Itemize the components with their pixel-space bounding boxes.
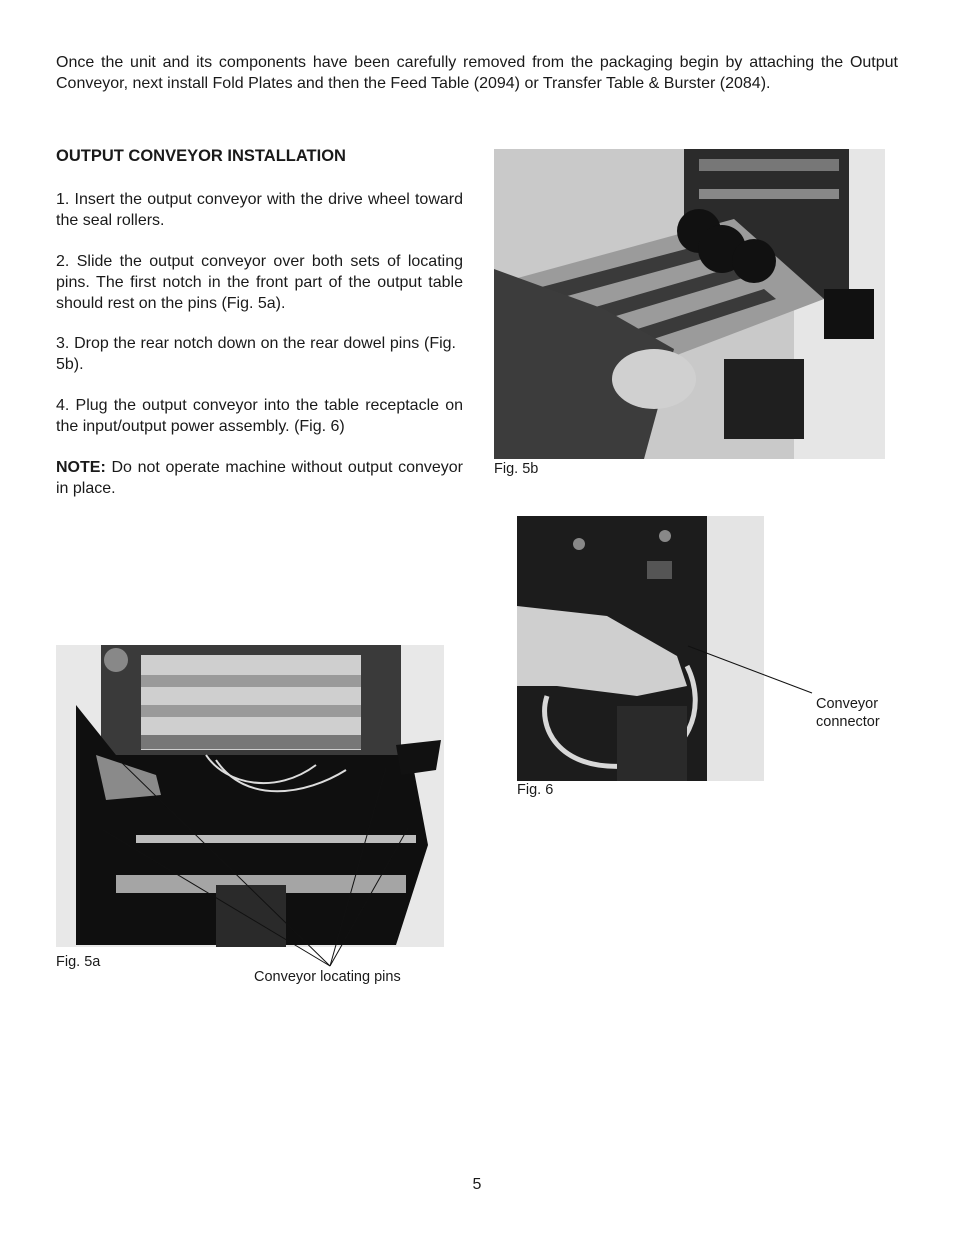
note-label: NOTE:: [56, 459, 106, 476]
step-3: 3. Drop the rear notch down on the rear dowel pins (Fig. 5b).: [56, 335, 456, 373]
note-text: Do not operate machine without output conveyor in place.: [56, 459, 463, 497]
fig-6-callout: [816, 695, 880, 731]
page-number: 5: [472, 1176, 482, 1193]
step-4: 4. Plug the output conveyor into the table receptacle on the input/output power assembly. (Fig. 6): [56, 397, 463, 435]
fig-5a-callout: Conveyor locating pins: [254, 969, 401, 985]
fig-6-caption: Fig. 6: [517, 782, 554, 798]
section-heading: OUTPUT CONVEYOR INSTALLATION: [56, 147, 346, 165]
step-1: 1. Insert the output conveyor with the drive wheel toward the seal rollers.: [56, 191, 463, 229]
intro-paragraph: Once the unit and its components have been carefully removed from the packaging begin by attaching the Output Conveyor, next install Fold Plates and then the Feed Table (2094) or Transfer Table & Burster (2084).: [56, 54, 898, 92]
fig-5b-caption: Fig. 5b: [494, 461, 539, 477]
fig-5b-photo: [494, 149, 885, 459]
fig-6-callout-line1: Conveyor: [816, 696, 879, 712]
fig-5a-photo: [56, 645, 444, 947]
step-2: 2. Slide the output conveyor over both sets of locating pins. The first notch in the front part of the output table should rest on the pins (Fig. 5a).: [56, 253, 463, 312]
fig-6-photo: [517, 516, 764, 781]
fig-6-callout-line2: connector: [816, 714, 880, 730]
fig-5a-caption: Fig. 5a: [56, 954, 101, 970]
note: [56, 457, 463, 499]
